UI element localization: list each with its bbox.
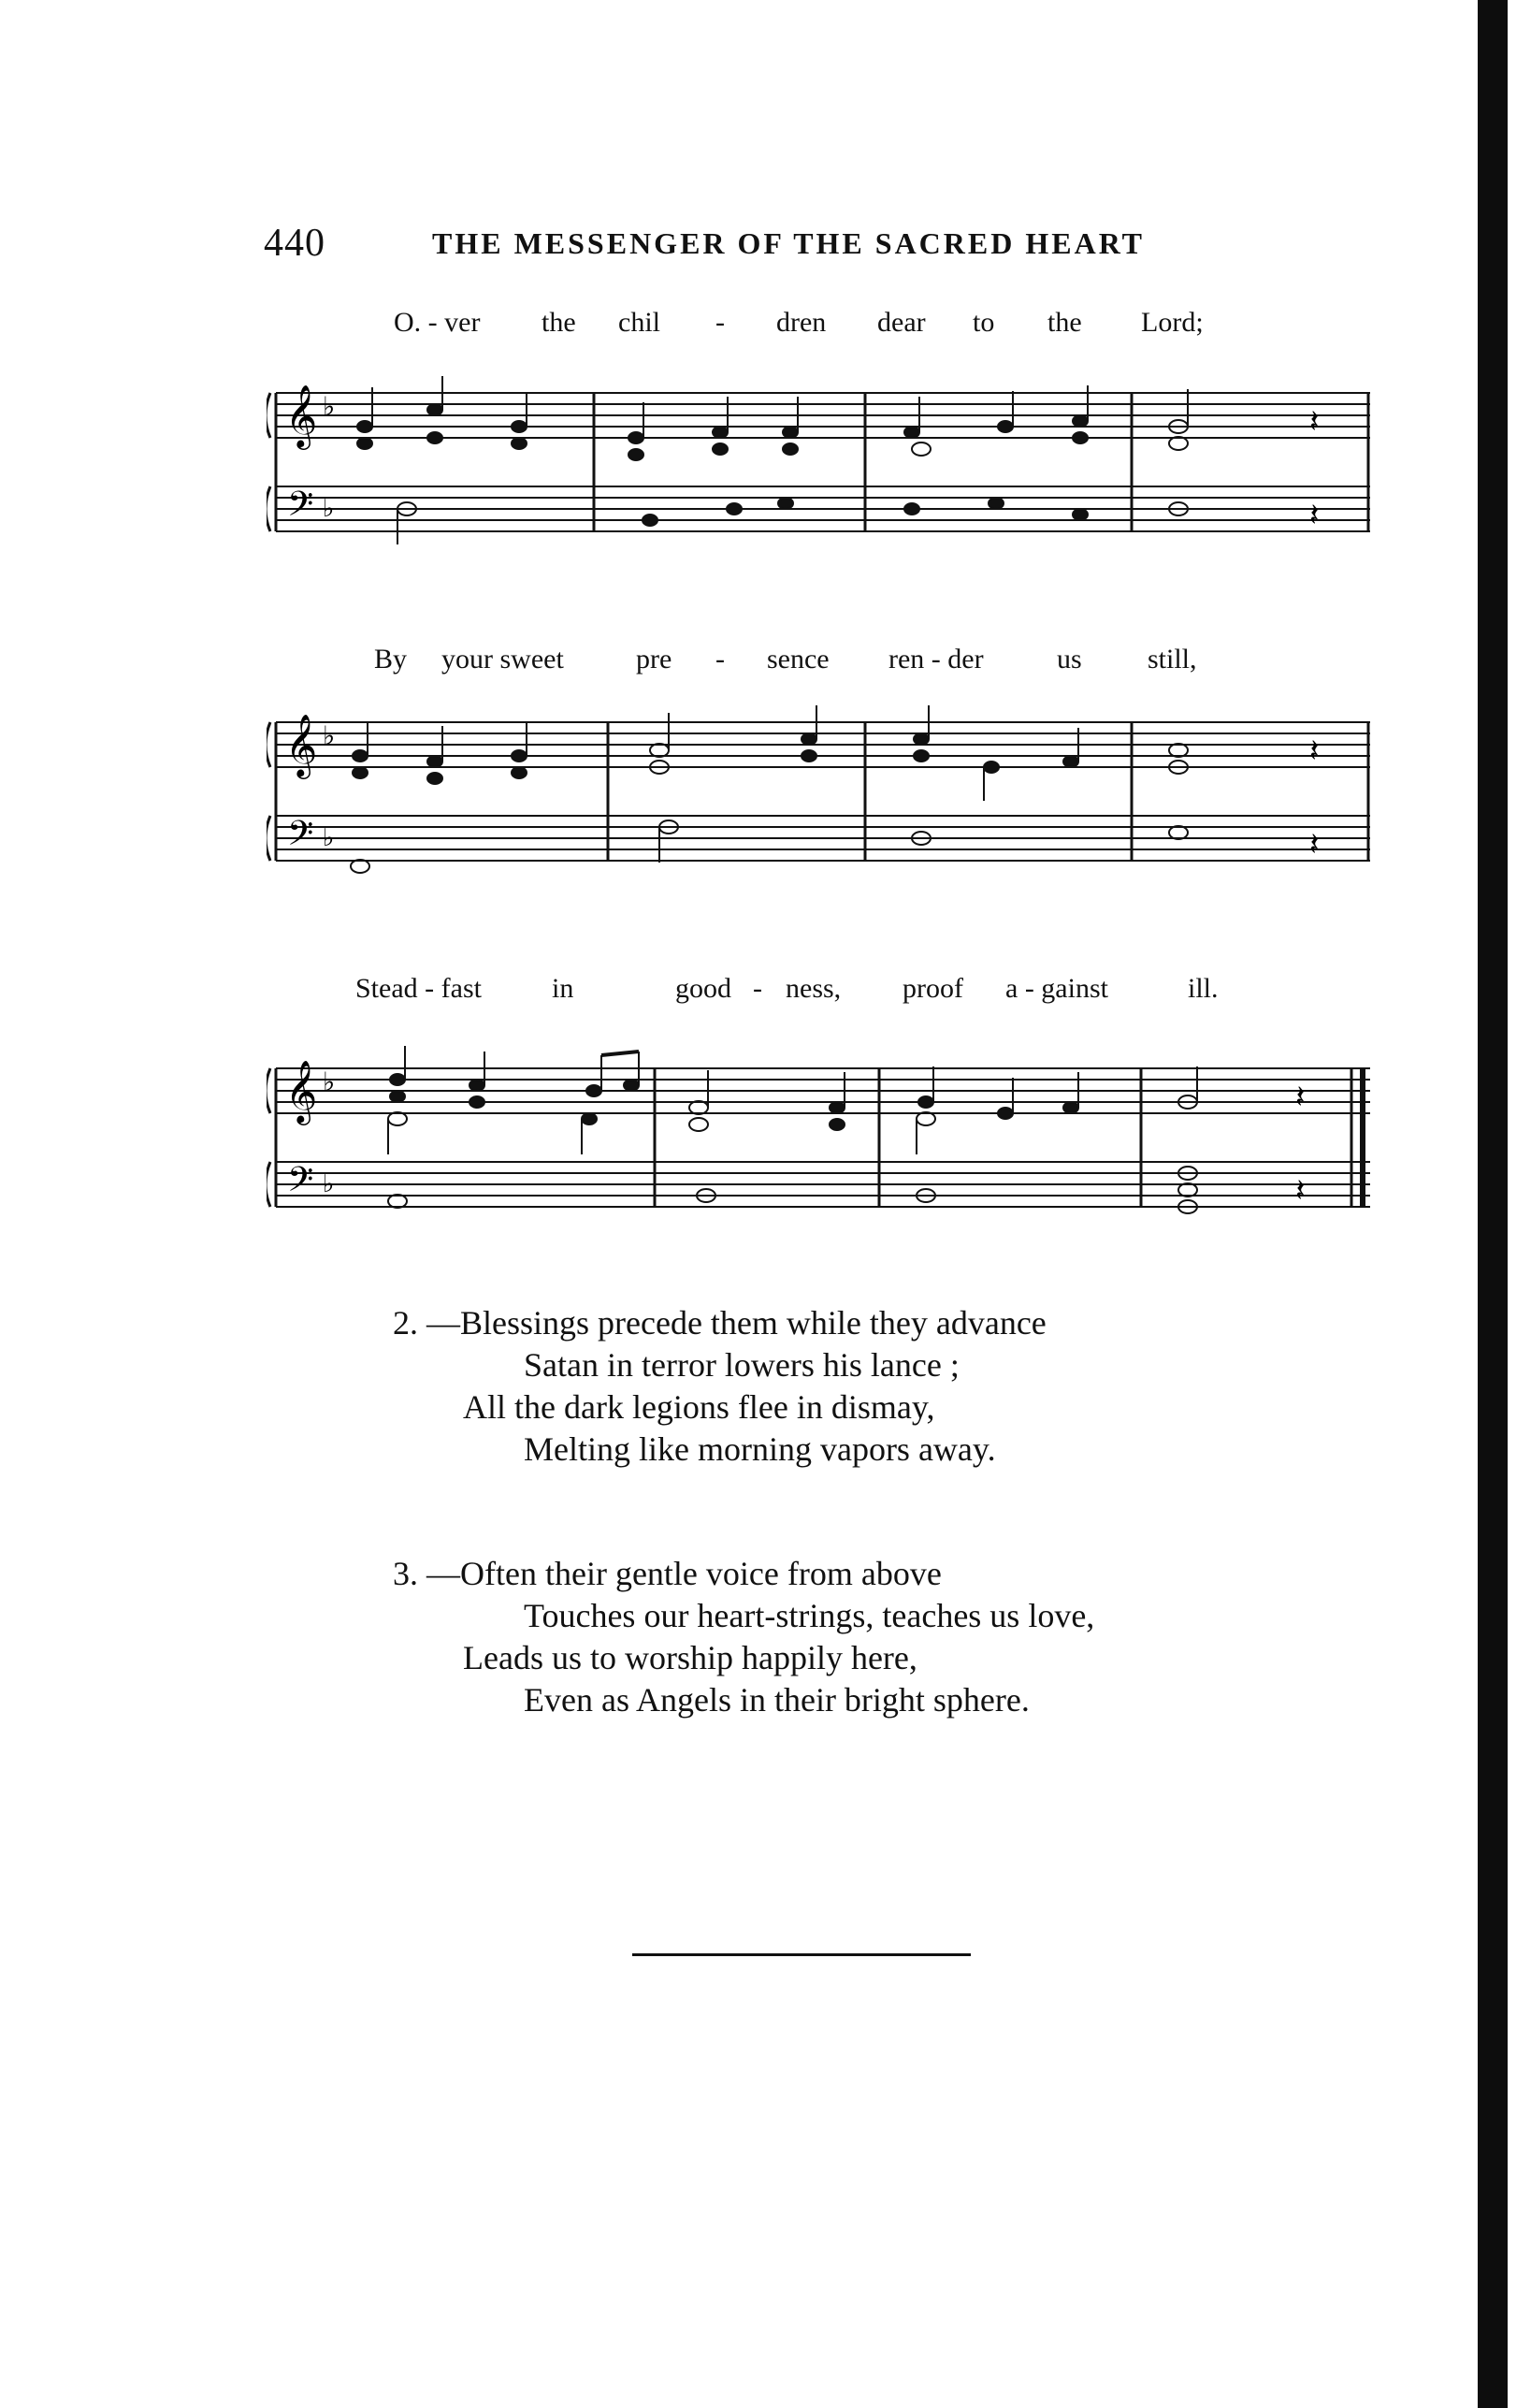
section-rule: [632, 1953, 971, 1956]
lyric-syllable: us: [1057, 644, 1082, 675]
verse-2: [393, 1302, 1309, 1471]
verse-line: Melting like morning vapors away.: [524, 1430, 996, 1468]
lyrics-line-1: [267, 307, 1370, 348]
music-system-2: [267, 644, 1370, 900]
notes: [351, 705, 1188, 873]
music-system-3: [267, 973, 1370, 1239]
rest-icon: 𝄽: [1309, 733, 1320, 770]
treble-clef-icon: 𝄞: [285, 1059, 318, 1123]
lyric-syllable: still,: [1148, 644, 1197, 675]
lyric-syllable: in: [552, 973, 574, 1004]
flat-icon: ♭: [323, 495, 335, 523]
bass-clef-icon: 𝄢: [287, 485, 314, 532]
lyric-syllable: pre: [636, 644, 672, 675]
flat-icon: ♭: [323, 824, 335, 852]
lyric-syllable: dren: [776, 307, 827, 338]
lyric-syllable: your sweet: [441, 644, 564, 675]
lyric-syllable: -: [715, 644, 725, 675]
lyric-syllable: the: [1047, 307, 1082, 338]
lyric-syllable: a - gainst: [1005, 973, 1108, 1004]
lyric-syllable: sence: [767, 644, 830, 675]
flat-icon: ♭: [323, 1066, 336, 1097]
verse-dash: —: [418, 1304, 460, 1342]
bass-clef-icon: 𝄢: [287, 1160, 314, 1208]
lyric-syllable: the: [542, 307, 576, 338]
verse-line-text: Often their gentle voice from above: [460, 1555, 942, 1592]
rest-icon: 𝄽: [1309, 826, 1320, 863]
lyric-syllable: O. - ver: [394, 307, 481, 338]
rest-icon: 𝄽: [1309, 403, 1320, 441]
music-system-1: [267, 307, 1370, 563]
lyric-syllable: ill.: [1188, 973, 1219, 1004]
verse-line: [393, 1553, 1309, 1595]
lyrics-line-2: [267, 644, 1370, 685]
treble-clef-icon: 𝄞: [285, 384, 318, 447]
running-title: THE MESSENGER OF THE SACRED HEART: [432, 226, 1146, 260]
verse-line-text: Blessings precede them while they advance: [460, 1304, 1047, 1342]
bass-clef-icon: 𝄢: [287, 814, 314, 862]
lyric-syllable: to: [973, 307, 995, 338]
verse-3: [393, 1553, 1309, 1721]
lyric-syllable: proof: [903, 973, 963, 1004]
lyric-syllable: By: [374, 644, 408, 675]
lyrics-line-3: [267, 973, 1370, 1014]
lyric-syllable: dear: [877, 307, 926, 338]
lyric-syllable: Lord;: [1141, 307, 1204, 338]
verse-number: 3.: [393, 1555, 418, 1592]
verse-line: Even as Angels in their bright sphere.: [524, 1681, 1030, 1719]
scan-edge-bar: [1478, 0, 1508, 2408]
grand-staff: [267, 348, 1370, 563]
verse-line: Satan in terror lowers his lance ;: [524, 1346, 960, 1384]
lyric-syllable: -: [753, 973, 762, 1004]
verse-line: Leads us to worship happily here,: [463, 1639, 917, 1676]
treble-clef-icon: 𝄞: [285, 713, 318, 776]
lyric-syllable: ren - der: [888, 644, 984, 675]
page-number: 440: [264, 222, 325, 265]
grand-staff: [267, 1014, 1370, 1239]
lyric-syllable: ness,: [786, 973, 842, 1004]
grand-staff: [267, 685, 1370, 900]
lyric-syllable: -: [715, 307, 725, 338]
flat-icon: ♭: [323, 1170, 335, 1198]
lyric-syllable: Stead - fast: [355, 973, 482, 1004]
verse-number: 2.: [393, 1304, 418, 1342]
lyric-syllable: chil: [618, 307, 660, 338]
flat-icon: ♭: [323, 720, 336, 751]
rest-icon: 𝄽: [1295, 1172, 1306, 1210]
flat-icon: ♭: [323, 391, 336, 422]
verse-line: Touches our heart-strings, teaches us love,: [524, 1597, 1095, 1634]
verse-line: [393, 1302, 1309, 1344]
lyric-syllable: good: [675, 973, 731, 1004]
rest-icon: 𝄽: [1295, 1079, 1306, 1116]
verse-line: All the dark legions flee in dismay,: [463, 1388, 935, 1426]
rest-icon: 𝄽: [1309, 497, 1320, 534]
verse-dash: —: [418, 1555, 460, 1592]
notes: [388, 1046, 1197, 1213]
